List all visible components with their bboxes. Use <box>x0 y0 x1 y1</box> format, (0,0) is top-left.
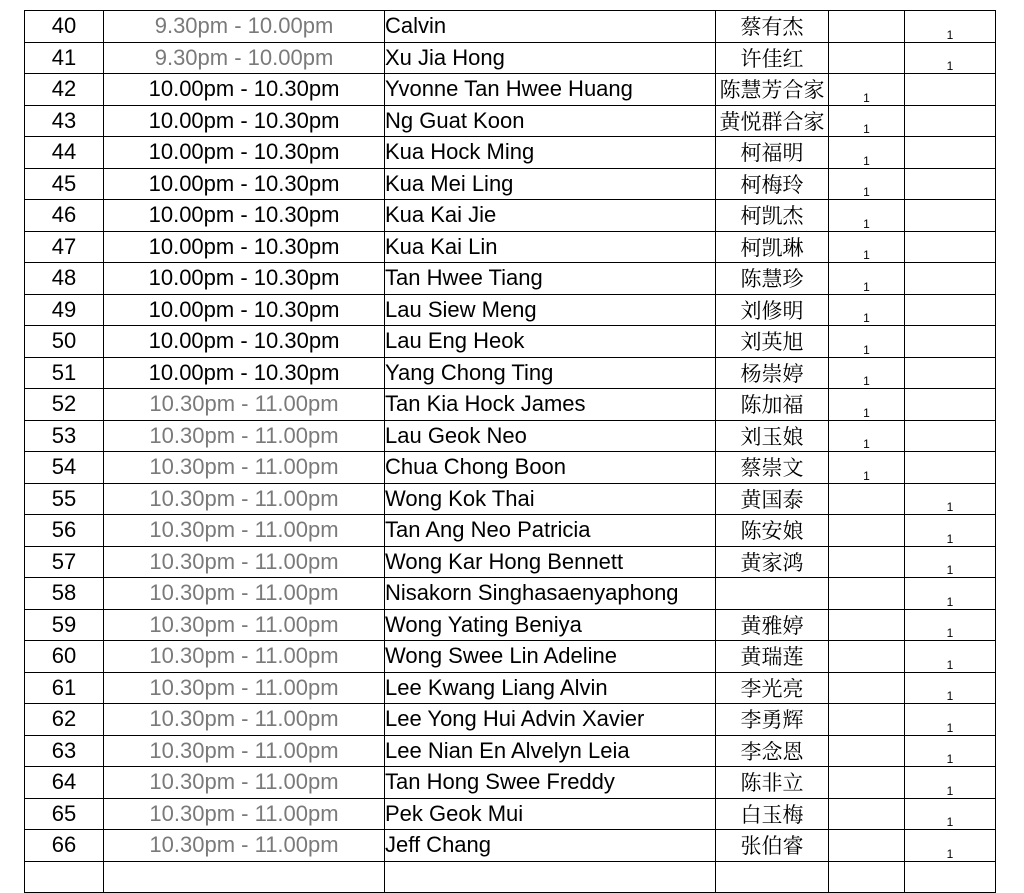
count-a-cell: 1 <box>829 452 905 484</box>
english-name-cell: Pek Geok Mui <box>385 798 716 830</box>
english-name-cell: Wong Swee Lin Adeline <box>385 641 716 673</box>
time-slot-cell: 10.30pm - 11.00pm <box>104 578 385 610</box>
chinese-name-cell: 陈慧芳合家 <box>716 74 829 106</box>
table-row <box>25 672 996 704</box>
english-name-cell: Calvin <box>385 11 716 43</box>
count-a-cell: 1 <box>829 326 905 358</box>
time-slot-cell: 10.30pm - 11.00pm <box>104 420 385 452</box>
chinese-name-cell: 柯福明 <box>716 137 829 169</box>
english-name-cell: Tan Kia Hock James <box>385 389 716 421</box>
chinese-name-cell: 陈非立 <box>716 767 829 799</box>
english-name-cell: Lee Yong Hui Advin Xavier <box>385 704 716 736</box>
time-slot-cell: 10.00pm - 10.30pm <box>104 326 385 358</box>
chinese-name-cell: 李念恩 <box>716 735 829 767</box>
time-slot-cell: 10.30pm - 11.00pm <box>104 389 385 421</box>
time-slot-cell: 10.30pm - 11.00pm <box>104 483 385 515</box>
row-number-cell: 42 <box>25 74 104 106</box>
count-b-cell: 1 <box>905 704 996 736</box>
count-b-cell: 1 <box>905 515 996 547</box>
english-name-cell: Lee Kwang Liang Alvin <box>385 672 716 704</box>
table-row <box>25 137 996 169</box>
time-slot-cell: 10.00pm - 10.30pm <box>104 105 385 137</box>
time-slot-cell: 10.30pm - 11.00pm <box>104 798 385 830</box>
count-b-cell: 1 <box>905 735 996 767</box>
english-name-cell: Wong Yating Beniya <box>385 609 716 641</box>
schedule-table-body <box>25 11 996 893</box>
chinese-name-cell: 陈加福 <box>716 389 829 421</box>
english-name-cell: Wong Kok Thai <box>385 483 716 515</box>
count-a-cell <box>829 11 905 43</box>
row-number-cell: 50 <box>25 326 104 358</box>
time-slot-cell: 10.30pm - 11.00pm <box>104 609 385 641</box>
count-a-cell <box>829 609 905 641</box>
chinese-name-cell: 柯凯琳 <box>716 231 829 263</box>
count-b-cell <box>905 263 996 295</box>
chinese-name-cell: 黄雅婷 <box>716 609 829 641</box>
english-name-cell: Lau Geok Neo <box>385 420 716 452</box>
count-a-cell-partial <box>829 861 905 893</box>
time-slot-cell: 10.00pm - 10.30pm <box>104 74 385 106</box>
chinese-name-cell: 陈慧珍 <box>716 263 829 295</box>
row-number-cell: 43 <box>25 105 104 137</box>
table-row <box>25 420 996 452</box>
schedule-table <box>24 10 996 893</box>
count-a-cell <box>829 641 905 673</box>
chinese-name-cell: 许佳红 <box>716 42 829 74</box>
time-slot-cell: 10.30pm - 11.00pm <box>104 735 385 767</box>
count-b-cell <box>905 357 996 389</box>
count-a-cell: 1 <box>829 74 905 106</box>
chinese-name-cell: 黄悦群合家 <box>716 105 829 137</box>
count-b-cell: 1 <box>905 672 996 704</box>
table-row <box>25 578 996 610</box>
chinese-name-cell: 刘修明 <box>716 294 829 326</box>
table-row <box>25 830 996 862</box>
chinese-name-cell: 蔡有杰 <box>716 11 829 43</box>
row-number-cell: 45 <box>25 168 104 200</box>
count-a-cell <box>829 735 905 767</box>
english-name-cell: Kua Kai Lin <box>385 231 716 263</box>
english-name-cell: Chua Chong Boon <box>385 452 716 484</box>
chinese-name-cell: 黄家鸿 <box>716 546 829 578</box>
english-name-cell: Yvonne Tan Hwee Huang <box>385 74 716 106</box>
count-a-cell <box>829 42 905 74</box>
chinese-name-cell: 黄瑞莲 <box>716 641 829 673</box>
english-name-cell: Yang Chong Ting <box>385 357 716 389</box>
count-a-cell: 1 <box>829 231 905 263</box>
chinese-name-cell: 李勇辉 <box>716 704 829 736</box>
table-row <box>25 294 996 326</box>
count-a-cell: 1 <box>829 105 905 137</box>
english-name-cell: Kua Hock Ming <box>385 137 716 169</box>
count-a-cell: 1 <box>829 420 905 452</box>
count-b-cell <box>905 74 996 106</box>
count-a-cell <box>829 704 905 736</box>
chinese-name-cell <box>716 578 829 610</box>
count-a-cell <box>829 798 905 830</box>
count-a-cell: 1 <box>829 389 905 421</box>
count-a-cell <box>829 672 905 704</box>
table-row <box>25 798 996 830</box>
row-number-cell: 46 <box>25 200 104 232</box>
time-slot-cell: 10.30pm - 11.00pm <box>104 672 385 704</box>
count-b-cell: 1 <box>905 578 996 610</box>
table-row <box>25 483 996 515</box>
count-b-cell: 1 <box>905 11 996 43</box>
table-row <box>25 704 996 736</box>
chinese-name-cell: 白玉梅 <box>716 798 829 830</box>
row-number-cell: 62 <box>25 704 104 736</box>
time-slot-cell: 10.00pm - 10.30pm <box>104 357 385 389</box>
row-number-cell: 51 <box>25 357 104 389</box>
time-slot-cell: 10.30pm - 11.00pm <box>104 641 385 673</box>
count-b-cell: 1 <box>905 546 996 578</box>
row-number-cell: 49 <box>25 294 104 326</box>
english-name-cell: Wong Kar Hong Bennett <box>385 546 716 578</box>
count-b-cell <box>905 231 996 263</box>
count-a-cell: 1 <box>829 168 905 200</box>
count-b-cell: 1 <box>905 483 996 515</box>
row-number-cell: 47 <box>25 231 104 263</box>
count-b-cell: 1 <box>905 798 996 830</box>
row-number-cell: 63 <box>25 735 104 767</box>
chinese-name-cell: 张伯睿 <box>716 830 829 862</box>
count-b-cell <box>905 452 996 484</box>
count-b-cell <box>905 389 996 421</box>
table-row <box>25 11 996 43</box>
row-number-cell: 57 <box>25 546 104 578</box>
table-row <box>25 357 996 389</box>
count-b-cell-partial <box>905 861 996 893</box>
table-row <box>25 42 996 74</box>
row-number-cell: 60 <box>25 641 104 673</box>
count-a-cell: 1 <box>829 294 905 326</box>
time-slot-cell: 10.00pm - 10.30pm <box>104 231 385 263</box>
row-number-cell: 52 <box>25 389 104 421</box>
english-name-cell: Lee Nian En Alvelyn Leia <box>385 735 716 767</box>
chinese-name-cell-partial <box>716 861 829 893</box>
time-slot-cell: 9.30pm - 10.00pm <box>104 42 385 74</box>
row-number-cell: 66 <box>25 830 104 862</box>
count-a-cell <box>829 546 905 578</box>
time-slot-cell: 10.00pm - 10.30pm <box>104 168 385 200</box>
count-a-cell: 1 <box>829 263 905 295</box>
table-row <box>25 546 996 578</box>
time-slot-cell-partial <box>104 861 385 893</box>
count-b-cell: 1 <box>905 609 996 641</box>
row-number-cell: 65 <box>25 798 104 830</box>
english-name-cell-partial <box>385 861 716 893</box>
count-a-cell: 1 <box>829 200 905 232</box>
table-row <box>25 263 996 295</box>
time-slot-cell: 10.30pm - 11.00pm <box>104 452 385 484</box>
row-number-cell: 53 <box>25 420 104 452</box>
time-slot-cell: 10.30pm - 11.00pm <box>104 704 385 736</box>
row-number-cell: 56 <box>25 515 104 547</box>
table-row <box>25 168 996 200</box>
count-b-cell <box>905 137 996 169</box>
count-a-cell <box>829 483 905 515</box>
english-name-cell: Lau Eng Heok <box>385 326 716 358</box>
chinese-name-cell: 黄国泰 <box>716 483 829 515</box>
table-row <box>25 767 996 799</box>
chinese-name-cell: 杨崇婷 <box>716 357 829 389</box>
row-number-cell-partial <box>25 861 104 893</box>
table-row <box>25 735 996 767</box>
english-name-cell: Kua Mei Ling <box>385 168 716 200</box>
table-row <box>25 609 996 641</box>
english-name-cell: Lau Siew Meng <box>385 294 716 326</box>
table-row <box>25 231 996 263</box>
time-slot-cell: 10.00pm - 10.30pm <box>104 137 385 169</box>
count-a-cell <box>829 515 905 547</box>
count-b-cell: 1 <box>905 830 996 862</box>
table-row <box>25 515 996 547</box>
row-number-cell: 44 <box>25 137 104 169</box>
count-a-cell <box>829 830 905 862</box>
row-number-cell: 55 <box>25 483 104 515</box>
count-a-cell: 1 <box>829 357 905 389</box>
time-slot-cell: 10.00pm - 10.30pm <box>104 263 385 295</box>
row-number-cell: 40 <box>25 11 104 43</box>
count-a-cell: 1 <box>829 137 905 169</box>
chinese-name-cell: 柯凯杰 <box>716 200 829 232</box>
row-number-cell: 64 <box>25 767 104 799</box>
count-a-cell <box>829 767 905 799</box>
table-row <box>25 389 996 421</box>
english-name-cell: Ng Guat Koon <box>385 105 716 137</box>
chinese-name-cell: 刘英旭 <box>716 326 829 358</box>
row-number-cell: 59 <box>25 609 104 641</box>
count-b-cell <box>905 200 996 232</box>
count-b-cell <box>905 105 996 137</box>
english-name-cell: Xu Jia Hong <box>385 42 716 74</box>
chinese-name-cell: 柯梅玲 <box>716 168 829 200</box>
time-slot-cell: 10.30pm - 11.00pm <box>104 515 385 547</box>
english-name-cell: Tan Ang Neo Patricia <box>385 515 716 547</box>
table-row-partial <box>25 861 996 893</box>
time-slot-cell: 10.30pm - 11.00pm <box>104 546 385 578</box>
english-name-cell: Kua Kai Jie <box>385 200 716 232</box>
chinese-name-cell: 陈安娘 <box>716 515 829 547</box>
count-b-cell <box>905 326 996 358</box>
time-slot-cell: 10.30pm - 11.00pm <box>104 830 385 862</box>
chinese-name-cell: 李光亮 <box>716 672 829 704</box>
row-number-cell: 54 <box>25 452 104 484</box>
count-b-cell: 1 <box>905 42 996 74</box>
english-name-cell: Nisakorn Singhasaenyaphong <box>385 578 716 610</box>
chinese-name-cell: 蔡崇文 <box>716 452 829 484</box>
count-b-cell <box>905 420 996 452</box>
english-name-cell: Tan Hwee Tiang <box>385 263 716 295</box>
count-b-cell <box>905 294 996 326</box>
row-number-cell: 58 <box>25 578 104 610</box>
time-slot-cell: 10.00pm - 10.30pm <box>104 294 385 326</box>
row-number-cell: 48 <box>25 263 104 295</box>
chinese-name-cell: 刘玉娘 <box>716 420 829 452</box>
table-row <box>25 105 996 137</box>
row-number-cell: 61 <box>25 672 104 704</box>
table-row <box>25 326 996 358</box>
count-b-cell <box>905 168 996 200</box>
time-slot-cell: 10.30pm - 11.00pm <box>104 767 385 799</box>
table-row <box>25 641 996 673</box>
table-row <box>25 200 996 232</box>
english-name-cell: Jeff Chang <box>385 830 716 862</box>
english-name-cell: Tan Hong Swee Freddy <box>385 767 716 799</box>
row-number-cell: 41 <box>25 42 104 74</box>
table-row <box>25 74 996 106</box>
count-b-cell: 1 <box>905 767 996 799</box>
time-slot-cell: 10.00pm - 10.30pm <box>104 200 385 232</box>
time-slot-cell: 9.30pm - 10.00pm <box>104 11 385 43</box>
count-b-cell: 1 <box>905 641 996 673</box>
table-row <box>25 452 996 484</box>
count-a-cell <box>829 578 905 610</box>
